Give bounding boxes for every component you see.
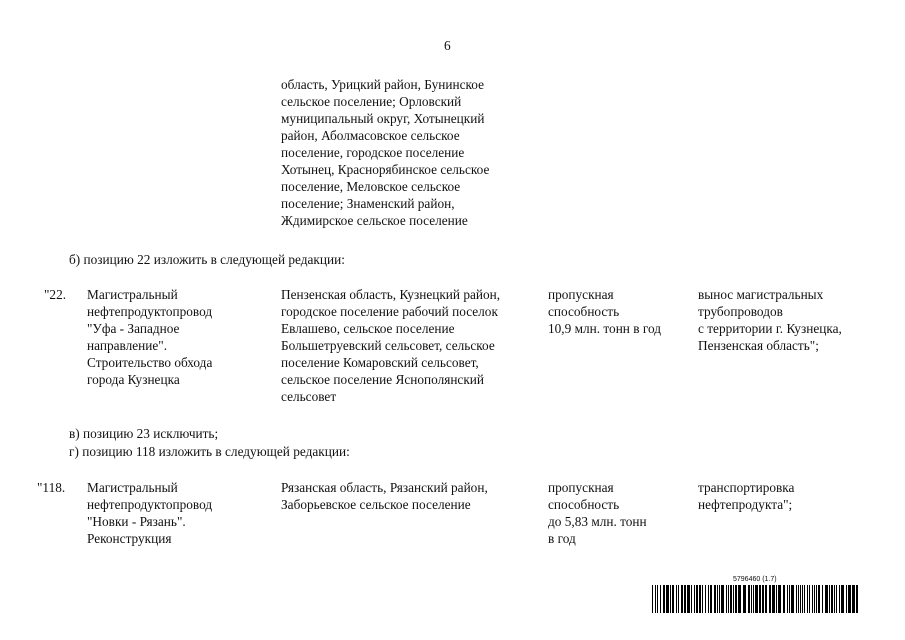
- continuation-text: [281, 76, 489, 229]
- text-line: муниципальный округ, Хотынецкий: [281, 111, 485, 126]
- text-line: трубопроводов: [698, 304, 783, 319]
- text-line: Рязанская область, Рязанский район,: [281, 480, 488, 495]
- text-line: район, Аболмасовское сельское: [281, 128, 460, 143]
- text-line: Реконструкция: [87, 531, 172, 546]
- text-line: поселение Комаровский сельсовет,: [281, 355, 479, 370]
- text-line: Магистральный: [87, 287, 178, 302]
- instruction-g: г) позицию 118 изложить в следующей редакции:: [69, 444, 350, 459]
- barcode-label: 5796460 (1.7): [733, 576, 777, 583]
- text-line: в год: [548, 531, 576, 546]
- text-line: города Кузнецка: [87, 372, 180, 387]
- entry-118-name: [87, 479, 212, 547]
- text-line: пропускная: [548, 287, 614, 302]
- text-line: нефтепродуктопровод: [87, 304, 213, 319]
- text-line: способность: [548, 497, 620, 512]
- entry-22-purpose: [698, 286, 842, 354]
- text-line: поселение, Меловское сельское: [281, 179, 461, 194]
- text-line: поселение; Знаменский район,: [281, 196, 455, 211]
- text-line: "Уфа - Западное: [87, 321, 180, 336]
- text-line: сельское поселение Яснополянский: [281, 372, 485, 387]
- text-line: нефтепродуктопровод: [87, 497, 213, 512]
- text-line: Пензенская область";: [698, 338, 819, 353]
- instruction-b: б) позицию 22 изложить в следующей редакции:: [69, 252, 345, 267]
- text-line: нефтепродукта";: [698, 497, 793, 512]
- text-line: городское поселение рабочий поселок: [281, 304, 498, 319]
- text-line: сельское поселение; Орловский: [281, 94, 462, 109]
- text-line: Пензенская область, Кузнецкий район,: [281, 287, 501, 302]
- text-line: Хотынец, Краснорябинское сельское: [281, 162, 490, 177]
- text-line: Большетруевский сельсовет, сельское: [281, 338, 495, 353]
- text-line: транспортировка: [698, 480, 795, 495]
- entry-22-capacity: [548, 286, 661, 337]
- text-line: область, Урицкий район, Бунинское: [281, 77, 484, 92]
- page-number: 6: [444, 38, 451, 53]
- text-line: сельсовет: [281, 389, 337, 404]
- text-line: пропускная: [548, 480, 614, 495]
- entry-22-name: [87, 286, 212, 388]
- barcode-icon: [652, 585, 858, 613]
- text-line: до 5,83 млн. тонн: [548, 514, 647, 529]
- instruction-v: в) позицию 23 исключить;: [69, 426, 219, 441]
- entry-22-location: [281, 286, 500, 405]
- text-line: способность: [548, 304, 620, 319]
- text-line: вынос магистральных: [698, 287, 824, 302]
- text-line: Евлашево, сельское поселение: [281, 321, 455, 336]
- text-line: "Новки - Рязань".: [87, 514, 186, 529]
- text-line: направление".: [87, 338, 168, 353]
- text-line: 10,9 млн. тонн в год: [548, 321, 662, 336]
- entry-118-location: [281, 479, 488, 513]
- text-line: Ждимирское сельское поселение: [281, 213, 468, 228]
- text-line: поселение, городское поселение: [281, 145, 465, 160]
- text-line: Магистральный: [87, 480, 178, 495]
- entry-118-capacity: [548, 479, 647, 547]
- entry-118-purpose: [698, 479, 794, 513]
- text-line: Заборьевское сельское поселение: [281, 497, 471, 512]
- entry-22-number: "22.: [44, 287, 67, 302]
- entry-118-number: "118.: [37, 480, 66, 495]
- text-line: с территории г. Кузнецка,: [698, 321, 842, 336]
- text-line: Строительство обхода: [87, 355, 213, 370]
